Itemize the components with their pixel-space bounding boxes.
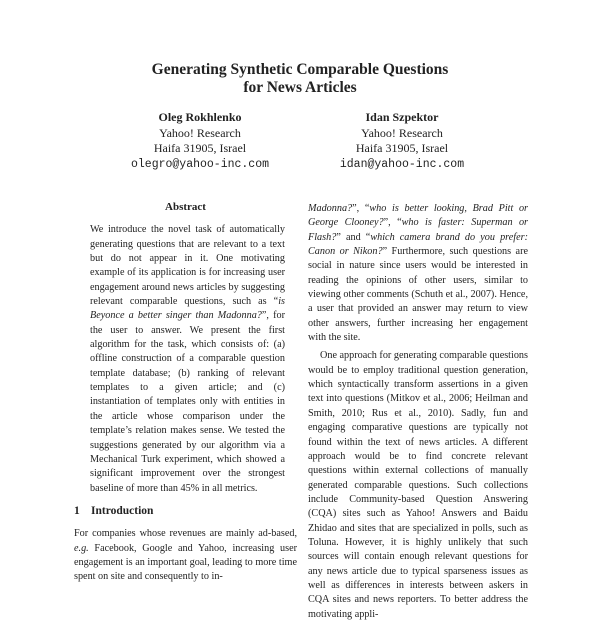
intro-paragraph xyxy=(74,527,297,584)
section-heading-introduction xyxy=(74,504,297,518)
author-block-2 xyxy=(302,110,502,172)
approach-paragraph: One approach for generating comparable questions would be to employ traditional question generation, which syntactically transform assertions in a given text into questions (Mitkov et al., 2006; Heilman and Smith, 2010; Rus et al., 2010). Sadly, fun and engaging comparative questions are typically not found within the text of news articles. A different approach would be to find concrete relevant questions within external collections of manually generated comparable questions. Such collections include Community-based Question Answering (CQA) sites such as Yahoo! Answers and Baidu Zhidao and sites that are specialized in polls, such as Toluna. However, it is highly unlikely that such sources will contain enough relevant questions for any news article due to typical sparseness issues as well as differences in interests between askers in CQA sites and news reporters. To better address the motivating appli- xyxy=(308,350,528,620)
abstract-example-question: is Beyonce a better singer than Madonna? xyxy=(90,296,285,322)
example-question: which camera brand do you prefer: Canon or Nikon? xyxy=(308,231,528,258)
author-email: idan@yahoo-inc.com xyxy=(339,157,465,171)
section-number: 1 xyxy=(74,504,80,517)
abstract-text-part: ”, for the user to answer. We present the first algorithm for the task, which consists of: (a) offline construction of a comparable question template database; (b) ranking of relevant templates to a given article; and (c) instantiation of templates only with entities in the article whose comparison under the template’s relation makes sense. We tested the suggestions generated by our algorithm via a Mechanical Turk experiment, which showed a significant improvement over the strongest baseline of more than 45% in all metrics. xyxy=(90,310,285,494)
author-name: Oleg Rokhlenko xyxy=(158,110,242,124)
abstract-heading: Abstract xyxy=(165,201,206,213)
right-column xyxy=(308,202,528,622)
title-line-2: for News Articles xyxy=(243,79,357,96)
author-block-1 xyxy=(100,110,300,172)
example-question: Madonna? xyxy=(308,203,353,214)
author-address: Haifa 31905, Israel xyxy=(355,141,449,155)
examples-paragraph xyxy=(308,202,528,345)
example-question: who is better looking, Brad Pitt or George Clooney? xyxy=(308,203,528,229)
quote-separator: ”, “ xyxy=(352,203,370,214)
author-affiliation: Yahoo! Research xyxy=(159,125,241,140)
left-column xyxy=(74,200,297,585)
section-title: Introduction xyxy=(91,504,154,517)
quote-separator: ” and “ xyxy=(336,231,371,243)
title-line-1: Generating Synthetic Comparable Questions xyxy=(151,61,449,78)
paragraph-italic: e.g. xyxy=(74,542,89,554)
paragraph-text: Facebook, Google and Yahoo, increasing user engagement is an important goal, leading to more time spent on site and consequently to in- xyxy=(74,542,297,583)
abstract-text-part: We introduce the novel task of automatically generating questions that are relevant to a text but do not appear in it. One motivating example of its application is for increasing user engagement around news articles by suggesting relevant comparable questions, such as “ xyxy=(90,224,285,308)
quote-separator: ”, “ xyxy=(383,217,402,229)
paper-title xyxy=(0,61,600,97)
paragraph-text: For companies whose revenues are mainly ad-based, xyxy=(74,528,297,540)
example-question: who is faster: Superman or Flash? xyxy=(308,217,528,243)
author-name: Idan Szpektor xyxy=(365,110,439,124)
author-email: olegro@yahoo-inc.com xyxy=(130,157,270,171)
author-affiliation: Yahoo! Research xyxy=(361,125,443,140)
abstract-text xyxy=(74,223,297,496)
author-address: Haifa 31905, Israel xyxy=(153,141,247,155)
paragraph-text: ” Furthermore, such questions are social in nature since users would be interested in reading the opinions of other users, similar to viewing other comments (Schuth et al., 2007). Hence, a user that provided an answer may return to view other answers, further increasing her engagement with the site. xyxy=(308,246,528,344)
